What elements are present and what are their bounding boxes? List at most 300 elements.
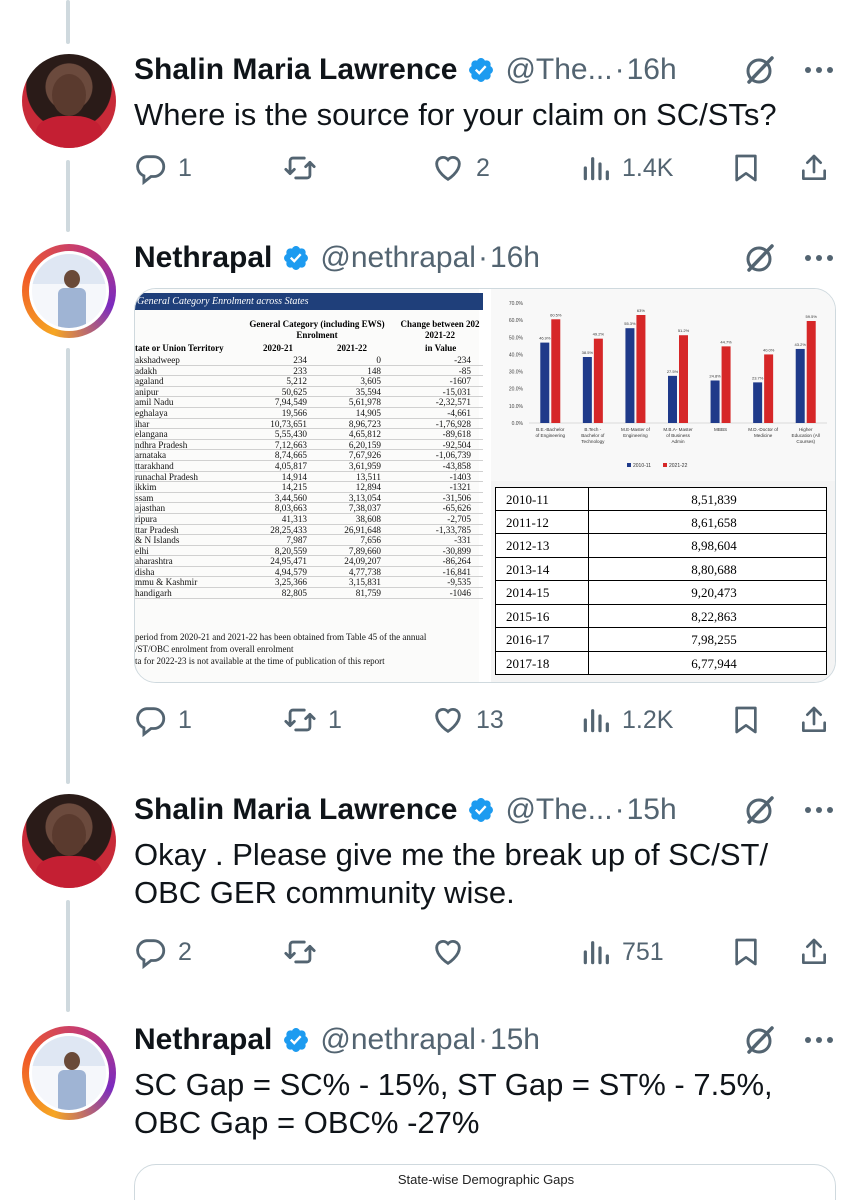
handle[interactable]: @The... [505, 793, 613, 826]
thread-line-2 [66, 348, 70, 784]
table-row [135, 577, 483, 588]
table-cell: ripura [135, 513, 157, 524]
views-count: 1.4K [622, 153, 674, 182]
table-row [135, 482, 483, 493]
table-cell: 14,914 [281, 471, 307, 482]
year-cell: 2015-16 [506, 608, 550, 624]
thread-line-3 [66, 900, 70, 1012]
value-cell: 8,22,863 [691, 608, 737, 624]
data-label: 44.7% [720, 339, 732, 345]
table-cell: -65,626 [442, 503, 471, 514]
x-tick-label: Higher [798, 427, 813, 432]
table-cell: 233 [293, 365, 307, 376]
table-cell: amil Nadu [135, 397, 174, 408]
table-row [135, 408, 483, 419]
tweet-text [134, 836, 834, 912]
x-tick-label: of Engineering [535, 433, 566, 438]
bar [796, 349, 805, 423]
table-cell: 4,65,812 [348, 429, 381, 440]
y-tick-label: 70.0% [508, 301, 523, 307]
reply-count: 1 [178, 705, 192, 734]
table-cell: 4,94,579 [274, 566, 307, 577]
table-cell: 38,608 [355, 513, 381, 524]
x-tick-label: B.Tech - [584, 427, 602, 432]
data-label: 23.7% [751, 375, 764, 381]
value-cell: 7,98,255 [691, 632, 737, 647]
table-cell: handigarh [135, 588, 172, 599]
tweet-text-line: OBC Gap = OBC% -27% [134, 1105, 480, 1140]
table-cell: -2,705 [447, 513, 471, 524]
table-cell: 3,15,831 [348, 577, 381, 588]
table-cell: -30,899 [442, 545, 471, 556]
table-cell: 7,987 [286, 535, 307, 546]
table-cell: -15,031 [442, 386, 471, 397]
handle[interactable]: @nethrapal [320, 1023, 476, 1056]
year-row [495, 652, 827, 676]
tweet-text-line: SC Gap = SC% - 15%, ST Gap = ST% - 7.5%, [134, 1067, 773, 1102]
media-image-bar-chart[interactable] [491, 289, 836, 481]
table-rows [135, 355, 483, 599]
x-tick-label: M.D.-Doctor of [748, 427, 779, 432]
x-tick-label: Courses) [796, 439, 816, 444]
bookmark-icon [730, 935, 762, 969]
timestamp[interactable]: 16h [626, 53, 677, 86]
table-cell: 6,20,159 [348, 439, 381, 450]
table-cell: 3,61,959 [348, 460, 381, 471]
table-cell: -234 [454, 355, 471, 365]
like-count: 13 [476, 705, 504, 734]
thread-line-1 [66, 160, 70, 232]
card-title: State-wise Demographic Gaps [397, 1172, 575, 1187]
verified-badge-icon [282, 1026, 310, 1054]
table-cell: 10,73,651 [270, 418, 307, 429]
table-cell: akshadweep [135, 355, 180, 365]
table-row [135, 503, 483, 514]
like-button[interactable] [430, 700, 504, 740]
year-cell: 2013-14 [506, 561, 550, 577]
timestamp[interactable]: 16h [489, 241, 540, 274]
year-cell: 2014-15 [506, 585, 550, 600]
tweet-text-line: Okay . Please give me the break up of SC/ST/ [134, 837, 769, 872]
share-button[interactable] [798, 148, 840, 188]
y-tick-label: 40.0% [508, 352, 523, 359]
header-change: Change between 202 2021-22 [400, 319, 480, 340]
table-cell: -1,33,785 [435, 524, 471, 535]
table-row [135, 535, 483, 546]
retweet-button[interactable] [282, 700, 342, 740]
more-icon[interactable] [804, 1036, 834, 1044]
table-cell: 14,905 [355, 407, 381, 418]
table-cell: 81,759 [355, 588, 381, 599]
display-name[interactable]: Nethrapal [134, 241, 273, 274]
retweet-icon [282, 703, 318, 737]
x-tick-label: M.B.A- Master [663, 427, 693, 432]
reply-count: 2 [178, 937, 192, 966]
value-cell: 8,51,839 [691, 492, 737, 507]
like-icon [430, 151, 466, 185]
table-cell: ttarakhand [135, 460, 174, 471]
like-icon [430, 935, 466, 969]
bookmark-icon [730, 151, 762, 185]
display-name[interactable]: Shalin Maria Lawrence [134, 53, 458, 86]
value-cell: 8,61,658 [691, 514, 737, 530]
bar [679, 335, 688, 423]
table-cell: mmu & Kashmir [135, 577, 198, 588]
table-cell: 5,55,430 [274, 429, 307, 440]
bar [722, 346, 731, 423]
like-button[interactable] [430, 148, 490, 188]
table-row [135, 366, 483, 377]
y-tick-label: 30.0% [508, 369, 523, 376]
retweet-icon [282, 935, 318, 969]
x-tick-label: MBBS [714, 427, 728, 432]
legend-label: 2010-11 [633, 463, 651, 469]
year-row [495, 487, 827, 511]
table-title: General Category Enrolment across States [135, 293, 483, 310]
like-count: 2 [476, 153, 490, 182]
media-card[interactable] [134, 1164, 836, 1200]
table-cell: 24,09,207 [344, 556, 381, 567]
tweet-text-line: OBC GER community wise. [134, 875, 515, 910]
col-2021-22: 2021-22 [337, 343, 367, 353]
data-label: 43.2% [794, 341, 806, 347]
col-2020-21: 2020-21 [263, 343, 293, 353]
bar [807, 321, 816, 423]
data-label: 40.0% [762, 347, 775, 353]
table-cell: 7,67,926 [348, 450, 381, 461]
data-label: 24.8% [709, 373, 721, 379]
handle[interactable]: @The... [505, 53, 613, 86]
x-tick-label: Engineering [623, 433, 648, 438]
tweet-text [134, 1066, 834, 1142]
year-row [495, 511, 827, 535]
table-cell: 234 [293, 355, 307, 365]
x-tick-label: of Business [666, 433, 690, 438]
table-row [135, 376, 483, 387]
bookmark-icon [730, 703, 762, 737]
table-cell: -9,535 [447, 577, 471, 588]
table-cell: 148 [367, 365, 381, 376]
data-label: 38.5% [581, 350, 594, 355]
table-cell: 7,38,037 [348, 503, 381, 514]
avatar[interactable] [22, 1026, 116, 1120]
table-cell: 35,594 [355, 386, 381, 397]
table-cell: ikkim [135, 482, 157, 493]
year-row [495, 534, 827, 558]
tweet-header: Nethrapal @nethrapal · 15h [134, 1020, 834, 1060]
table-cell: elangana [135, 429, 168, 440]
timestamp[interactable]: 15h [489, 1023, 540, 1056]
table-cell: -1,76,928 [435, 418, 471, 429]
value-cell: 8,80,688 [691, 561, 737, 577]
table-row [135, 387, 483, 398]
grok-icon[interactable] [744, 54, 776, 86]
action-bar [134, 932, 834, 972]
table-cell: ssam [135, 492, 154, 503]
header-group: General Category (including EWS) Enrolment [249, 319, 385, 340]
retweet-button[interactable] [282, 932, 328, 972]
table-cell: agaland [135, 376, 164, 387]
tweet-text: Where is the source for your claim on SC/STs? [134, 97, 777, 132]
table-cell: 7,89,660 [348, 545, 381, 556]
table-cell: 3,44,560 [274, 492, 307, 503]
legend-label: 2021-22 [669, 463, 688, 469]
table-cell: ajasthan [135, 503, 166, 514]
year-table [495, 487, 827, 675]
table-cell: runachal Pradesh [135, 471, 199, 482]
table-row [135, 525, 483, 536]
table-cell: -4,661 [447, 407, 471, 418]
bar [764, 354, 773, 423]
year-row [495, 581, 827, 605]
bookmark-button[interactable] [730, 700, 772, 740]
table-cell: 26,91,648 [344, 524, 381, 535]
bar [753, 382, 762, 423]
bar [636, 315, 645, 423]
legend-swatch [663, 463, 667, 467]
views-icon [580, 935, 612, 969]
thread-line-top [66, 0, 70, 44]
table-cell: disha [135, 566, 155, 577]
table-row [135, 556, 483, 567]
more-icon[interactable] [804, 806, 834, 814]
data-label: 46.9% [539, 335, 551, 341]
year-cell: 2016-17 [506, 632, 550, 647]
table-cell: 8,03,663 [274, 503, 307, 514]
tweet-header: Shalin Maria Lawrence @The... · 16h [134, 50, 834, 90]
retweet-icon [282, 151, 318, 185]
table-cell: 7,12,663 [274, 439, 307, 450]
table-cell: -85 [458, 365, 471, 376]
reply-count: 1 [178, 153, 192, 182]
table-cell: -2,32,571 [435, 397, 471, 408]
y-tick-label: 50.0% [508, 335, 523, 342]
bar [540, 343, 549, 423]
table-row [135, 461, 483, 472]
table-cell: 14,215 [281, 482, 307, 493]
share-icon [798, 935, 830, 969]
views-icon [580, 151, 612, 185]
table-cell: -1,06,739 [435, 450, 471, 461]
table-cell: 82,805 [281, 588, 307, 599]
table-row [135, 355, 483, 366]
avatar[interactable] [22, 244, 116, 338]
table-cell: -86,264 [442, 556, 471, 567]
x-tick-label: B.E.-Bachelor [536, 427, 565, 432]
reply-button[interactable] [134, 932, 192, 972]
x-tick-label: Admin [671, 439, 685, 444]
verified-badge-icon [467, 56, 495, 84]
x-tick-label: Education (All [791, 433, 820, 438]
table-cell: adakh [135, 365, 157, 376]
table-cell: ndhra Pradesh [135, 439, 188, 450]
table-cell: -331 [454, 535, 471, 546]
table-cell: anipur [135, 386, 159, 397]
views-button[interactable] [580, 700, 673, 740]
tweet-header: Shalin Maria Lawrence @The... · 15h [134, 790, 834, 830]
table-cell: -1403 [449, 471, 471, 482]
table-row [135, 440, 483, 451]
table-cell: ihar [135, 418, 150, 429]
table-cell: aharashtra [135, 556, 173, 567]
y-tick-label: 60.0% [508, 318, 523, 325]
table-cell: 24,95,471 [270, 556, 307, 567]
more-icon[interactable] [804, 254, 834, 262]
media-image-year-table[interactable] [491, 481, 836, 683]
table-row [135, 472, 483, 483]
year-row [495, 605, 827, 629]
reply-button[interactable] [134, 148, 192, 188]
table-cell: 8,74,665 [274, 450, 307, 461]
data-label: 27.5% [666, 368, 679, 374]
table-cell: 41,313 [281, 513, 307, 524]
table-cell: 8,20,559 [274, 545, 307, 556]
retweet-button[interactable] [282, 148, 328, 188]
table-cell: 12,894 [355, 482, 381, 493]
table-cell: eghalaya [135, 407, 168, 418]
table-cell: & N Islands [135, 535, 180, 546]
table-cell: 3,605 [360, 376, 381, 387]
verified-badge-icon [467, 796, 495, 824]
bar-chart [491, 289, 836, 481]
table-cell: -31,506 [442, 492, 471, 503]
grok-icon[interactable] [744, 1024, 776, 1056]
data-label: 51.2% [677, 328, 690, 334]
grok-icon[interactable] [744, 794, 776, 826]
bookmark-button[interactable] [730, 932, 772, 972]
views-count: 1.2K [622, 705, 674, 734]
table-row [135, 419, 483, 430]
bar [711, 380, 720, 423]
table-cell: 7,656 [360, 535, 381, 546]
display-name[interactable]: Shalin Maria Lawrence [134, 793, 458, 826]
table-row [135, 588, 483, 599]
footnote: /ST/OBC enrolment from overall enrolment [135, 644, 294, 654]
share-icon [798, 703, 830, 737]
media-image-enrolment-table[interactable] [135, 289, 485, 683]
table-cell: 28,25,433 [270, 524, 307, 535]
table-cell: -43,858 [442, 460, 471, 471]
table-cell: 4,05,817 [274, 460, 307, 471]
handle[interactable]: @nethrapal [320, 241, 476, 274]
table-cell: -16,841 [442, 566, 471, 577]
table-cell: 3,25,366 [274, 577, 307, 588]
table-cell: 5,61,978 [348, 397, 381, 408]
table-row [135, 567, 483, 578]
table-cell: arnataka [135, 450, 167, 461]
bar [551, 319, 560, 423]
reply-button[interactable] [134, 700, 192, 740]
x-tick-label: Medicine [753, 433, 773, 438]
legend-swatch [627, 463, 631, 467]
col-value: in Value [425, 343, 457, 353]
views-button[interactable] [580, 148, 673, 188]
footnote: period from 2020-21 and 2021-22 has been obtained from Table 45 of the annual [135, 632, 427, 642]
share-icon [798, 151, 830, 185]
year-cell: 2012-13 [506, 538, 550, 553]
bar [625, 328, 634, 423]
action-bar [134, 700, 834, 740]
table-cell: -1046 [449, 588, 471, 599]
action-bar [134, 148, 834, 188]
year-cell: 2011-12 [506, 514, 549, 530]
table-cell: 19,566 [281, 407, 307, 418]
views-button[interactable] [580, 932, 664, 972]
table-cell: 3,13,054 [348, 492, 381, 503]
timestamp[interactable]: 15h [626, 793, 677, 826]
value-cell: 8,98,604 [691, 538, 737, 553]
y-tick-label: 20.0% [508, 386, 523, 393]
data-label: 60.5% [550, 312, 562, 318]
table-row [135, 546, 483, 557]
x-tick-label: M.E-Master of [621, 427, 650, 432]
table-cell: 4,77,738 [348, 566, 381, 577]
like-button[interactable] [430, 932, 476, 972]
views-icon [580, 703, 612, 737]
bar [668, 376, 677, 423]
table-cell: 5,212 [286, 376, 307, 387]
year-cell: 2017-18 [506, 655, 550, 671]
retweet-count: 1 [328, 705, 342, 734]
bar [594, 339, 603, 423]
x-tick-label: Bachelor of [581, 433, 605, 438]
table-cell: 13,511 [356, 471, 381, 482]
table-row [135, 397, 483, 408]
avatar[interactable] [22, 794, 116, 888]
footnote: ta for 2022-23 is not available at the time of publication of this report [135, 656, 385, 666]
table-cell: 7,94,549 [274, 397, 307, 408]
more-icon[interactable] [804, 66, 834, 74]
table-cell: ttar Pradesh [135, 524, 179, 535]
data-label: 49.2% [592, 331, 605, 337]
table-footnotes [135, 631, 483, 667]
table-cell: 0 [376, 355, 381, 365]
table-cell: 8,96,723 [348, 418, 381, 429]
data-label: 63% [636, 308, 645, 313]
table-row [135, 493, 483, 504]
x-tick-label: Technology [581, 439, 605, 444]
table-row [135, 429, 483, 440]
reply-icon [134, 703, 168, 737]
table-row [135, 514, 483, 525]
y-tick-label: 0.0% [511, 421, 523, 427]
share-button[interactable] [798, 932, 840, 972]
share-button[interactable] [798, 700, 840, 740]
tweet-media-grid[interactable] [134, 288, 836, 683]
avatar[interactable] [22, 54, 116, 148]
bar [583, 357, 592, 423]
grok-icon[interactable] [744, 242, 776, 274]
reply-icon [134, 151, 168, 185]
value-cell: 9,20,473 [691, 585, 737, 600]
table-row [135, 450, 483, 461]
table-cell: elhi [135, 545, 149, 556]
verified-badge-icon [282, 244, 310, 272]
data-label: 59.5% [805, 314, 817, 319]
table-cell: -89,618 [442, 429, 471, 440]
value-cell: 6,77,944 [691, 655, 737, 671]
data-label: 55.3% [624, 321, 636, 327]
display-name[interactable]: Nethrapal [134, 1023, 273, 1056]
tweet-header: Nethrapal @nethrapal · 16h [134, 238, 834, 278]
year-row [495, 628, 827, 652]
table-cell: -1321 [449, 482, 471, 493]
bookmark-button[interactable] [730, 148, 772, 188]
table-cell: -92,504 [442, 439, 471, 450]
like-icon [430, 703, 466, 737]
year-row [495, 558, 827, 582]
reply-icon [134, 935, 168, 969]
